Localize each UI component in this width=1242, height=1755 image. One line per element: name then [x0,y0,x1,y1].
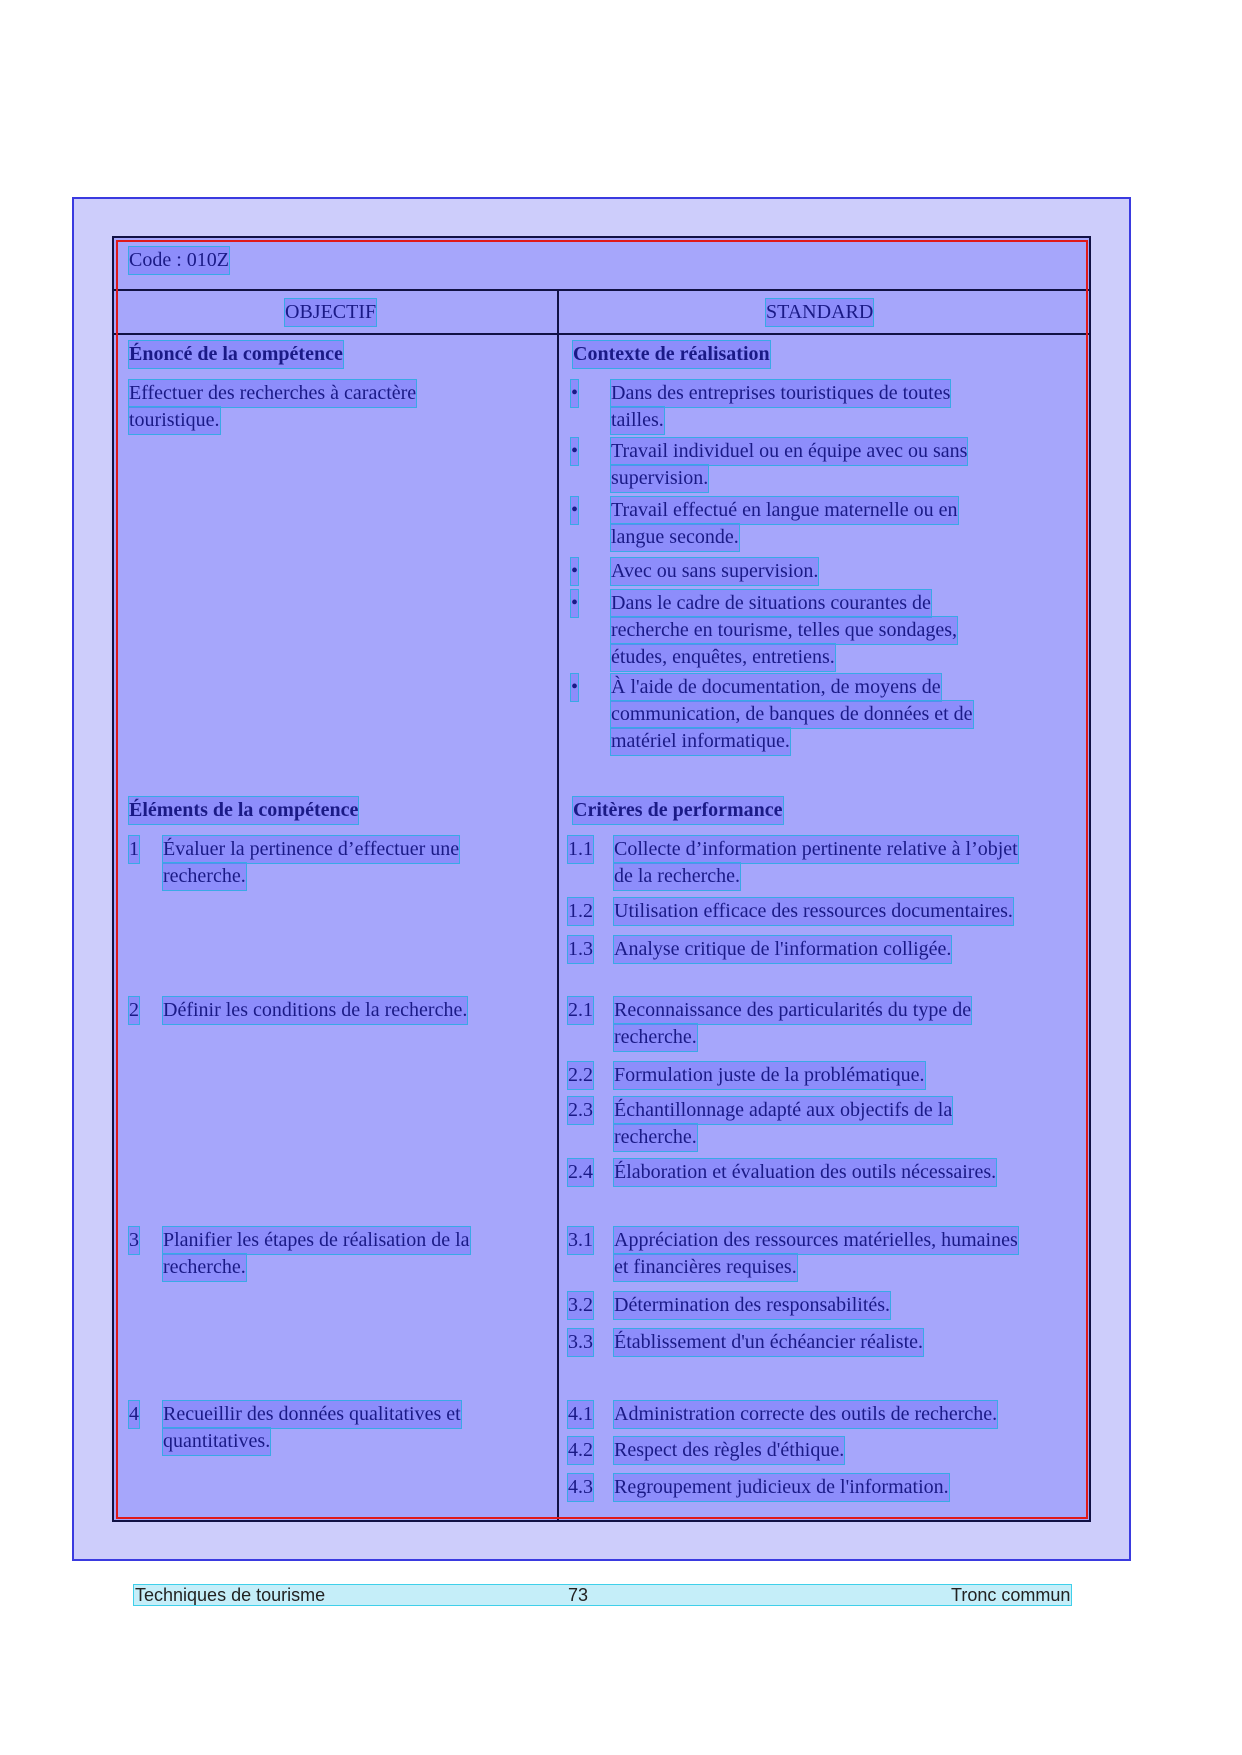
critere-line: Détermination des responsabilités. [614,1292,890,1319]
element-number: 3 [129,1227,139,1254]
critere-number: 2.3 [568,1097,593,1124]
element-line: quantitatives. [163,1428,270,1455]
critere-number: 2.4 [568,1159,593,1186]
critere-line: Collecte d’information pertinente relative à l’objet [614,836,1018,863]
footer-right: Tronc commun [951,1585,1071,1605]
critere-number: 4.2 [568,1437,593,1464]
critere-line: Administration correcte des outils de recherche. [614,1401,997,1428]
element-line: Évaluer la pertinence d’effectuer une [163,836,459,863]
critere-number: 4.1 [568,1401,593,1428]
contexte-title: Contexte de réalisation [573,341,770,368]
critere-line: Formulation juste de la problématique. [614,1062,925,1089]
critere-line: Reconnaissance des particularités du type de [614,997,971,1024]
contexte-item-line: supervision. [611,465,708,492]
competence-table [112,236,1091,1522]
contexte-item-line: Travail effectué en langue maternelle ou en [611,497,958,524]
critere-number: 1.1 [568,836,593,863]
contexte-bullet: • [571,497,578,524]
critere-line: Élaboration et évaluation des outils nécessaires. [614,1159,996,1186]
header-objectif: OBJECTIF [285,299,376,326]
critere-number: 1.2 [568,898,593,925]
footer-left: Techniques de tourisme [135,1585,326,1605]
contexte-item-line: À l'aide de documentation, de moyens de [611,674,941,701]
element-number: 4 [129,1401,139,1428]
contexte-bullet: • [571,590,578,617]
critere-line: Établissement d'un échéancier réaliste. [614,1329,923,1356]
contexte-item-line: communication, de banques de données et de [611,701,973,728]
divider-header [112,333,1091,335]
critere-number: 2.1 [568,997,593,1024]
element-line: Planifier les étapes de réalisation de la [163,1227,470,1254]
contexte-item-line: matériel informatique. [611,728,790,755]
criteres-title: Critères de performance [573,797,783,824]
critere-line: et financières requises. [614,1254,797,1281]
contexte-item-line: Dans des entreprises touristiques de toutes [611,380,950,407]
critere-line: Échantillonnage adapté aux objectifs de la [614,1097,952,1124]
critere-line: Regroupement judicieux de l'information. [614,1474,949,1501]
elements-title: Éléments de la compétence [129,797,358,824]
contexte-item-line: études, enquêtes, entretiens. [611,644,835,671]
contexte-bullet: • [571,558,578,585]
critere-line: Respect des règles d'éthique. [614,1437,844,1464]
enonce-line: touristique. [129,407,220,434]
contexte-bullet: • [571,380,578,407]
contexte-item-line: tailles. [611,407,664,434]
critere-number: 3.3 [568,1329,593,1356]
critere-number: 1.3 [568,936,593,963]
element-line: recherche. [163,1254,246,1281]
critere-line: de la recherche. [614,863,740,890]
enonce-title: Énoncé de la compétence [129,341,343,368]
footer-page-number: 73 [568,1585,589,1605]
contexte-bullet: • [571,674,578,701]
element-line: recherche. [163,863,246,890]
critere-number: 3.2 [568,1292,593,1319]
critere-line: Appréciation des ressources matérielles, humaines [614,1227,1018,1254]
critere-number: 4.3 [568,1474,593,1501]
contexte-item-line: recherche en tourisme, telles que sondages, [611,617,957,644]
element-number: 2 [129,997,139,1024]
column-divider [557,291,559,1522]
critere-line: recherche. [614,1024,697,1051]
contexte-item-line: Travail individuel ou en équipe avec ou sans [611,438,967,465]
contexte-item-line: Dans le cadre de situations courantes de [611,590,931,617]
contexte-item-line: Avec ou sans supervision. [611,558,818,585]
header-standard: STANDARD [766,299,873,326]
element-number: 1 [129,836,139,863]
contexte-item-line: langue seconde. [611,524,739,551]
divider-code [112,289,1091,291]
critere-line: Utilisation efficace des ressources documentaires. [614,898,1013,925]
critere-line: recherche. [614,1124,697,1151]
element-line: Définir les conditions de la recherche. [163,997,467,1024]
critere-number: 3.1 [568,1227,593,1254]
enonce-line: Effectuer des recherches à caractère [129,380,416,407]
critere-line: Analyse critique de l'information colligée. [614,936,951,963]
contexte-bullet: • [571,438,578,465]
element-line: Recueillir des données qualitatives et [163,1401,461,1428]
code-label: Code : 010Z [129,247,229,274]
critere-number: 2.2 [568,1062,593,1089]
